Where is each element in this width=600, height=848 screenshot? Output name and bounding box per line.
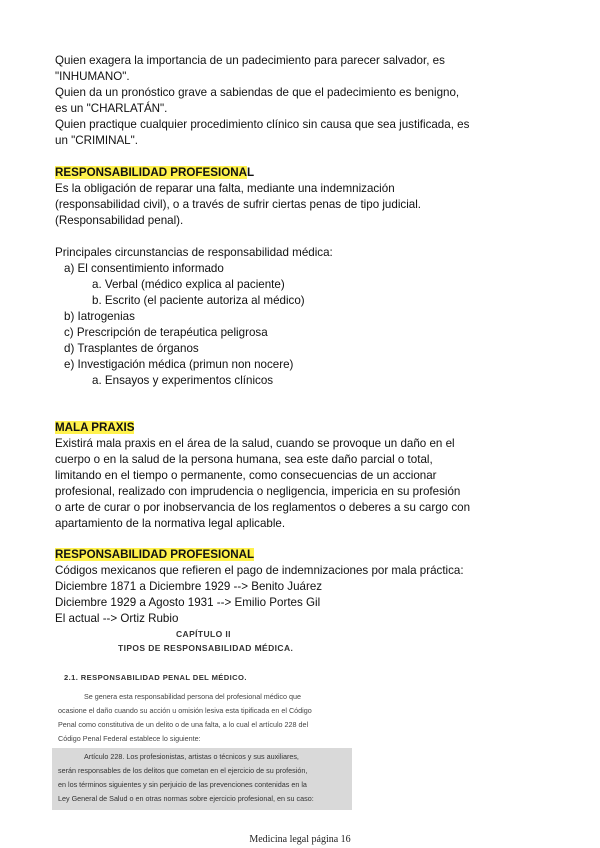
list-item: e) Investigación médica (primun non nocere) [64,358,294,371]
page-footer: Medicina legal página 16 [249,834,351,845]
paragraph-line: (responsabilidad civil), o a través de sufrir ciertas penas de tipo judicial. [55,198,422,211]
paragraph-line: cuerpo o en la salud de la persona humana, sea este daño parcial o total, [55,453,433,466]
scan-chapter: CAPÍTULO II [176,629,231,639]
scan-quote-line: en los términos siguientes y sin perjuicio de las prevenciones contenidas en la [58,780,307,789]
scan-quote-line: Artículo 228. Los profesionistas, artistas o técnicos y sus auxiliares, [84,752,299,761]
list-item: d) Trasplantes de órganos [64,342,199,355]
intro-line: "INHUMANO". [55,70,130,83]
scan-paragraph-line: Se genera esta responsabilidad persona del profesional médico que [84,692,301,701]
paragraph-line: El actual --> Ortiz Rubio [55,612,179,625]
paragraph-line: Diciembre 1929 a Agosto 1931 --> Emilio Portes Gil [55,596,321,609]
intro-line: es un "CHARLATÁN". [55,102,168,115]
scan-paragraph-line: ocasione el daño cuando su acción u omisión lesiva esta tipificada en el Código [58,706,312,715]
paragraph-line: o arte de curar o por inobservancia de los reglamentos o deberes a su cargo con [55,501,471,514]
intro-line: Quien da un pronóstico grave a sabiendas de que el padecimiento es benigno, [55,86,460,99]
paragraph-line: Códigos mexicanos que refieren el pago de indemnizaciones por mala práctica: [55,564,464,577]
paragraph-line: Es la obligación de reparar una falta, mediante una indemnización [55,182,395,195]
list-title: Principales circunstancias de responsabilidad médica: [55,246,333,259]
paragraph-line: Existirá mala praxis en el área de la salud, cuando se provoque un daño en el [55,437,455,450]
scan-chapter-title: TIPOS DE RESPONSABILIDAD MÉDICA. [118,643,294,653]
section-heading [55,420,134,436]
list-subitem: a. Verbal (médico explica al paciente) [92,278,285,291]
paragraph-line: (Responsabilidad penal). [55,214,184,227]
scan-paragraph-line: Penal como constitutiva de un delito o de una falta, a lo cual el artículo 228 del [58,720,309,729]
scan-paragraph-line: Código Penal Federal establece lo siguiente: [58,734,201,743]
list-item: a) El consentimiento informado [64,262,224,275]
heading-highlight: MALA PRAXIS [55,421,135,434]
paragraph-line: apartamiento de la normativa legal aplicable. [55,517,286,530]
heading-highlight: RESPONSABILIDAD PROFESIONA [55,166,247,179]
intro-line: Quien practique cualquier procedimiento clínico sin causa que sea justificada, es [55,118,470,131]
section-heading [55,547,254,563]
intro-line: Quien exagera la importancia de un padecimiento para parecer salvador, es [55,54,445,67]
intro-line: un "CRIMINAL". [55,134,138,147]
list-subitem: a. Ensayos y experimentos clínicos [92,374,274,387]
paragraph-line: profesional, realizado con imprudencia o negligencia, impericia en su profesión [55,485,461,498]
list-subitem: b. Escrito (el paciente autoriza al médico) [92,294,305,307]
scan-quote-line: serán responsables de los delitos que cometan en el ejercicio de su profesión, [58,766,308,775]
scan-subheading: 2.1. RESPONSABILIDAD PENAL DEL MÉDICO. [64,673,247,682]
list-item: b) Iatrogenias [64,310,135,323]
scan-quote-line: Ley General de Salud o en otras normas sobre ejercicio profesional, en su caso: [58,794,314,803]
heading-tail: L [246,166,255,179]
heading-highlight: RESPONSABILIDAD PROFESIONAL [55,548,255,561]
section-heading [55,165,254,181]
list-item: c) Prescripción de terapéutica peligrosa [64,326,268,339]
paragraph-line: limitando en el tiempo o permanente, como consecuencias de un accionar [55,469,437,482]
paragraph-line: Diciembre 1871 a Diciembre 1929 --> Benito Juárez [55,580,323,593]
